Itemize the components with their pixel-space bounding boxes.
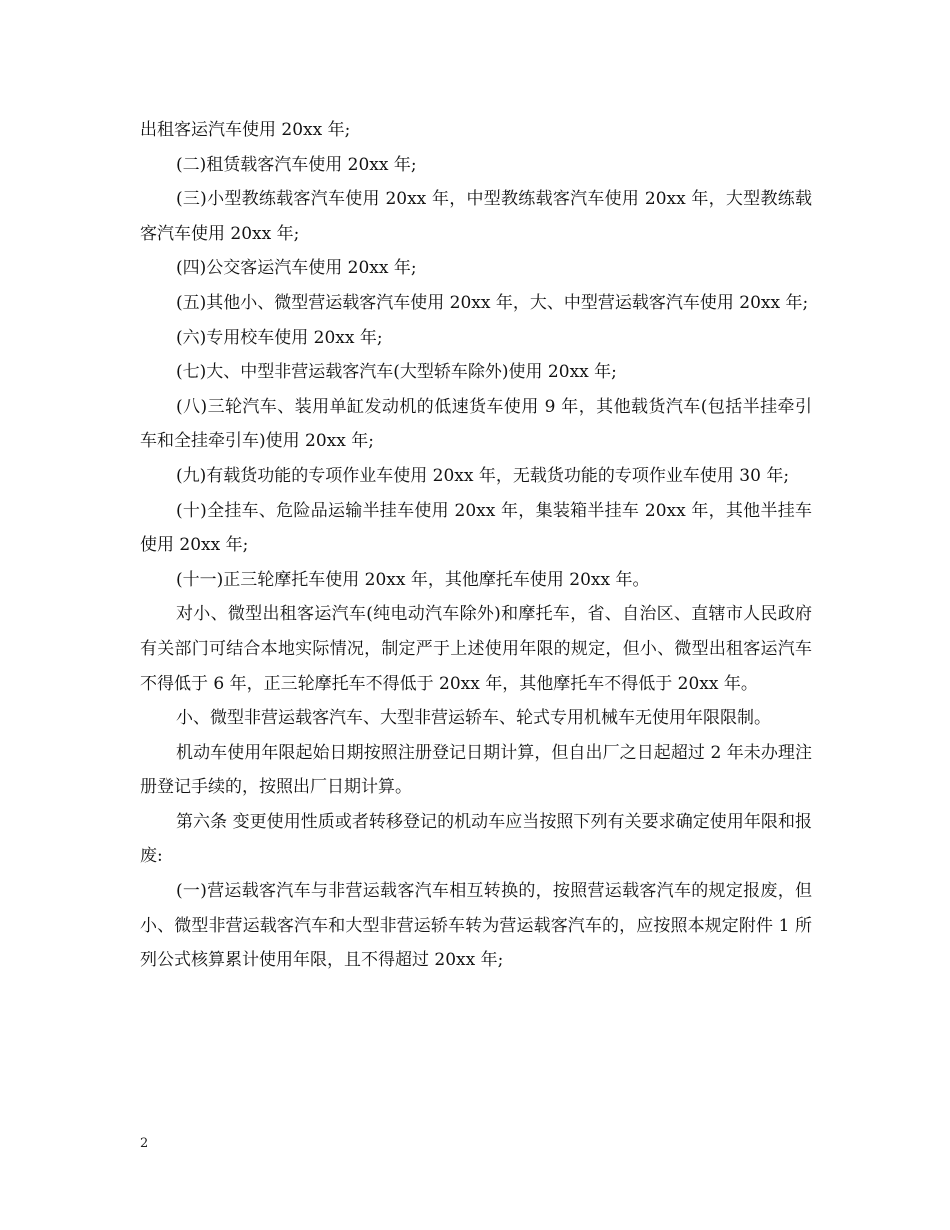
paragraph-start-date: 机动车使用年限起始日期按照注册登记日期计算，但自出厂之日起超过 2 年未办理注册登记手续的，按照出厂日期计算。 xyxy=(140,742,812,798)
paragraph-item-7: (七)大、中型非营运载客汽车(大型轿车除外)使用 20xx 年; xyxy=(176,362,617,383)
paragraph-item-9: (九)有载货功能的专项作业车使用 20xx 年，无载货功能的专项作业车使用 30 年; xyxy=(176,465,790,486)
paragraph-item-6: (六)专用校车使用 20xx 年; xyxy=(176,327,383,348)
paragraph-item-2: (二)租赁载客汽车使用 20xx 年; xyxy=(176,154,417,175)
paragraph-item-3: (三)小型教练载客汽车使用 20xx 年，中型教练载客汽车使用 20xx 年，大型教练载客汽车使用 20xx 年; xyxy=(140,189,812,244)
paragraph-item-10: (十)全挂车、危险品运输半挂车使用 20xx 年，集装箱半挂车 20xx 年，其他半挂车使用 20xx 年; xyxy=(140,500,812,556)
paragraph-continuation: 出租客运汽车使用 20xx 年; xyxy=(140,120,351,140)
paragraph-article-six: 第六条 变更使用性质或者转移登记的机动车应当按照下列有关要求确定使用年限和报废: xyxy=(140,811,812,867)
paragraph-item-8: (八)三轮汽车、装用单缸发动机的低速货车使用 9 年，其他载货汽车(包括半挂牵引车和全挂牵引车)使用 20xx 年; xyxy=(140,396,812,452)
document-body xyxy=(140,113,812,978)
paragraph-local-regulation: 对小、微型出租客运汽车(纯电动汽车除外)和摩托车，省、自治区、直辖市人民政府有关部门可结合本地实际情况，制定严于上述使用年限的规定，但小、微型出租客运汽车不得低于 6 年，正三轮摩托车不得低于 20xx 年，其他摩托车不得低于 20xx 年。 xyxy=(140,604,812,694)
page-number: 2 xyxy=(140,1136,149,1151)
paragraph-item-5: (五)其他小、微型营运载客汽车使用 20xx 年，大、中型营运载客汽车使用 20xx 年; xyxy=(176,292,809,313)
paragraph-item-4: (四)公交客运汽车使用 20xx 年; xyxy=(176,258,417,279)
paragraph-no-limit: 小、微型非营运载客汽车、大型非营运轿车、轮式专用机械车无使用年限限制。 xyxy=(176,708,771,729)
paragraph-article-six-item-1: (一)营运载客汽车与非营运载客汽车相互转换的，按照营运载客汽车的规定报废，但小、微型非营运载客汽车和大型非营运轿车转为营运载客汽车的，应按照本规定附件 1 所列公式核算累计使用年限，且不得超过 20xx 年; xyxy=(140,881,812,971)
paragraph-item-11: (十一)正三轮摩托车使用 20xx 年，其他摩托车使用 20xx 年。 xyxy=(176,569,650,590)
